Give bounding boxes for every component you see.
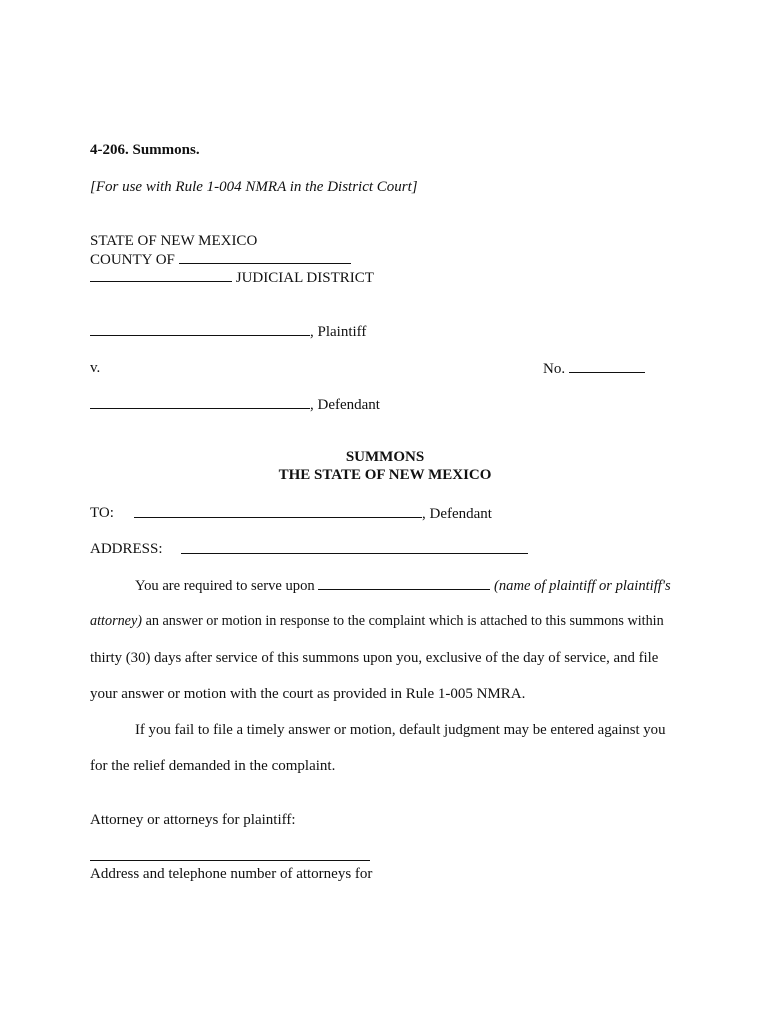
address-label: ADDRESS:: [90, 541, 163, 557]
summons-subtitle: THE STATE OF NEW MEXICO: [278, 467, 492, 483]
plaintiff-label: , Plaintiff: [310, 324, 367, 340]
defendant-line: [90, 395, 380, 414]
paragraph-1-line-2: [90, 612, 664, 630]
attorney-address-label: Address and telephone number of attorneys for: [90, 866, 373, 882]
versus: v.: [90, 360, 101, 376]
serve-upon-blank[interactable]: [318, 576, 490, 590]
plaintiff-blank[interactable]: [90, 322, 310, 336]
defendant-label: , Defendant: [310, 397, 380, 413]
state-name: STATE OF NEW MEXICO: [90, 233, 258, 249]
district-line: [90, 268, 374, 287]
to-line: [134, 504, 492, 523]
address-blank[interactable]: [181, 540, 528, 554]
paragraph-1-line-3: thirty (30) days after service of this summons upon you, exclusive of the day of service, and file: [90, 650, 659, 666]
paragraph-2-line-2: for the relief demanded in the complaint.: [90, 758, 336, 774]
plaintiff-line: [90, 322, 366, 341]
county-blank[interactable]: [179, 250, 351, 264]
p1-line2-rest: an answer or motion in response to the complaint which is attached to this summons within: [142, 613, 664, 629]
p1-start: You are required to serve upon: [135, 578, 315, 594]
to-defendant-label: , Defendant: [422, 506, 492, 522]
case-number-label: No.: [543, 361, 566, 377]
summons-title: SUMMONS: [345, 449, 425, 465]
to-label: TO:: [90, 505, 114, 521]
paragraph-2-line-1: If you fail to file a timely answer or motion, default judgment may be entered against you: [135, 722, 666, 738]
paragraph-1-line-4: your answer or motion with the court as provided in Rule 1-005 NMRA.: [90, 686, 526, 702]
case-number-blank[interactable]: [569, 359, 645, 373]
attorney-signature-line[interactable]: [90, 860, 370, 861]
paragraph-1-line-1: [135, 576, 671, 595]
defendant-blank[interactable]: [90, 395, 310, 409]
county-label: COUNTY OF: [90, 252, 175, 268]
rule-title: 4-206. Summons.: [90, 142, 200, 158]
to-defendant-blank[interactable]: [134, 504, 422, 518]
address-line: [181, 540, 528, 559]
p1-italic: (name of plaintiff or plaintiff's: [494, 578, 671, 594]
attorney-label: Attorney or attorneys for plaintiff:: [90, 812, 296, 828]
rule-note: [For use with Rule 1-004 NMRA in the District Court]: [90, 179, 418, 195]
county-line: [90, 250, 351, 269]
district-blank[interactable]: [90, 268, 232, 282]
district-label: JUDICIAL DISTRICT: [235, 270, 374, 286]
case-number-line: [543, 359, 645, 378]
p1-line2-italic: attorney): [90, 613, 143, 629]
